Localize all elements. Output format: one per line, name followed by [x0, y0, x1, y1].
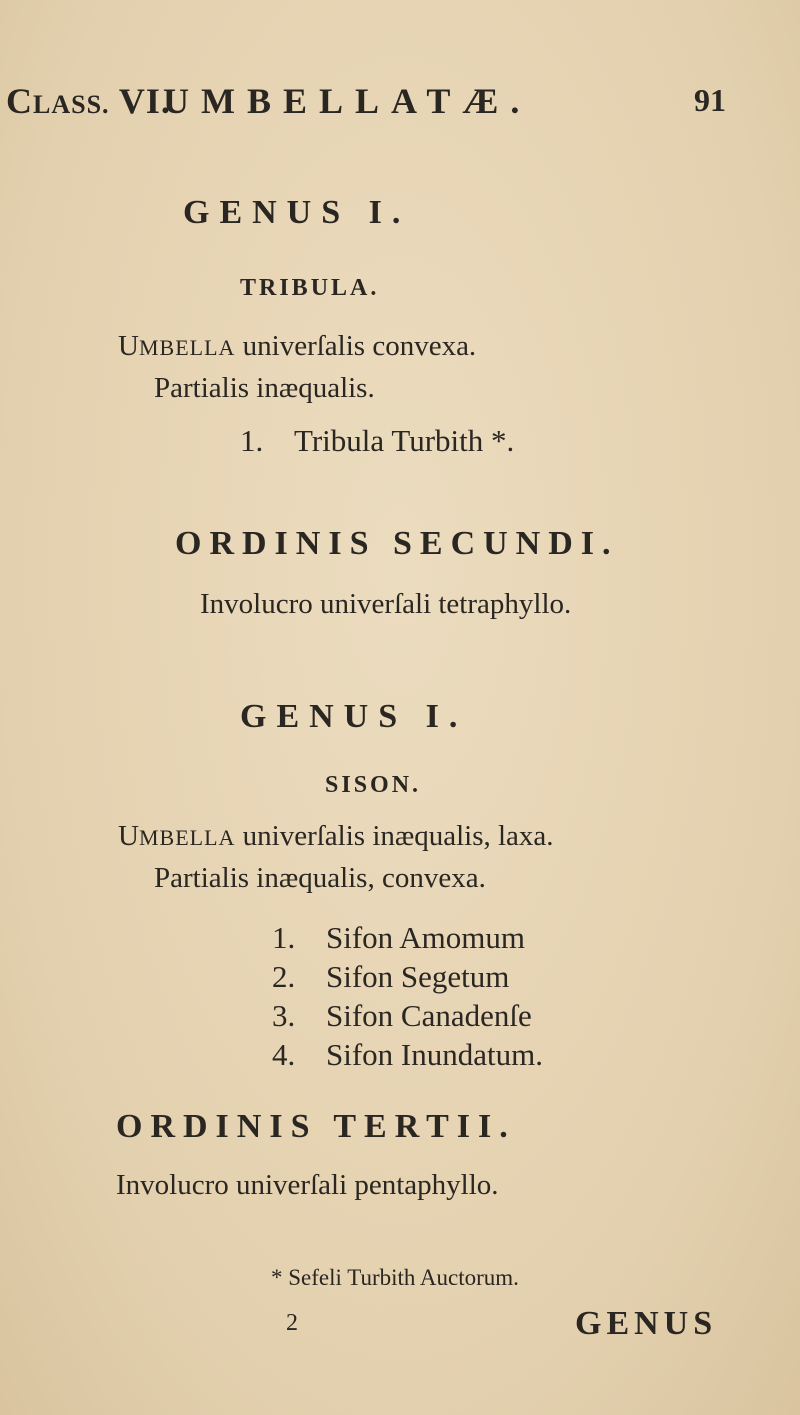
- genus-2-umbella-text: univerſalis inæqualis, laxa.: [235, 820, 554, 852]
- species-number: 1.: [272, 920, 296, 955]
- ordo-2-description: Involucro univerſali tetraphyllo.: [200, 588, 572, 620]
- genus-1-heading: GENUS I.: [183, 194, 411, 231]
- running-head-title: UMBELLATÆ.: [163, 81, 532, 121]
- page-number: 91: [694, 82, 726, 118]
- species-number: 2.: [272, 959, 296, 994]
- ordo-3-description: Involucro univerſali pentaphyllo.: [116, 1169, 499, 1201]
- running-head-class-first: C: [6, 81, 33, 121]
- genus-2-name: SISON.: [325, 772, 422, 798]
- ordo-2-heading: ORDINIS SECUNDI.: [175, 525, 619, 562]
- species-name: Sifon Segetum: [326, 959, 510, 994]
- genus-2-species-1: [272, 920, 525, 956]
- genus-1-species-1: [240, 423, 514, 459]
- genus-1-umbella-line: [118, 330, 476, 363]
- running-head-class-numeral: VI.: [109, 81, 171, 121]
- species-name: Sifon Canadenſe: [326, 998, 532, 1033]
- running-head-class-rest: LASS.: [33, 90, 110, 119]
- species-name: Sifon Inundatum.: [326, 1037, 543, 1072]
- genus-2-umbella-first: U: [118, 820, 139, 852]
- ordo-3-heading: ORDINIS TERTII.: [116, 1108, 516, 1145]
- genus-1-partialis-line: Partialis inæqualis.: [154, 372, 375, 404]
- genus-2-heading: GENUS I.: [240, 698, 468, 735]
- species-number: 4.: [272, 1037, 296, 1072]
- signature-mark: 2: [286, 1310, 298, 1336]
- genus-1-umbella-text: univerſalis convexa.: [235, 330, 477, 362]
- genus-1-name: TRIBULA.: [240, 275, 380, 301]
- genus-2-species-4: [272, 1037, 543, 1073]
- genus-2-umbella-rest: MBELLA: [138, 825, 236, 850]
- genus-2-umbella-line: [118, 820, 554, 853]
- genus-2-species-3: [272, 998, 532, 1034]
- species-number: 3.: [272, 998, 296, 1033]
- genus-1-umbella-first: U: [118, 330, 139, 362]
- genus-1-umbella-rest: MBELLA: [138, 335, 236, 360]
- species-number: 1.: [240, 423, 264, 458]
- species-name: Tribula Turbith *.: [294, 423, 515, 458]
- running-head-class: [6, 80, 171, 122]
- footnote: * Sefeli Turbith Auctorum.: [271, 1265, 519, 1290]
- genus-2-partialis-line: Partialis inæqualis, convexa.: [154, 862, 486, 894]
- catchword: GENUS: [575, 1305, 718, 1342]
- species-name: Sifon Amomum: [326, 920, 525, 955]
- genus-2-species-2: [272, 959, 509, 995]
